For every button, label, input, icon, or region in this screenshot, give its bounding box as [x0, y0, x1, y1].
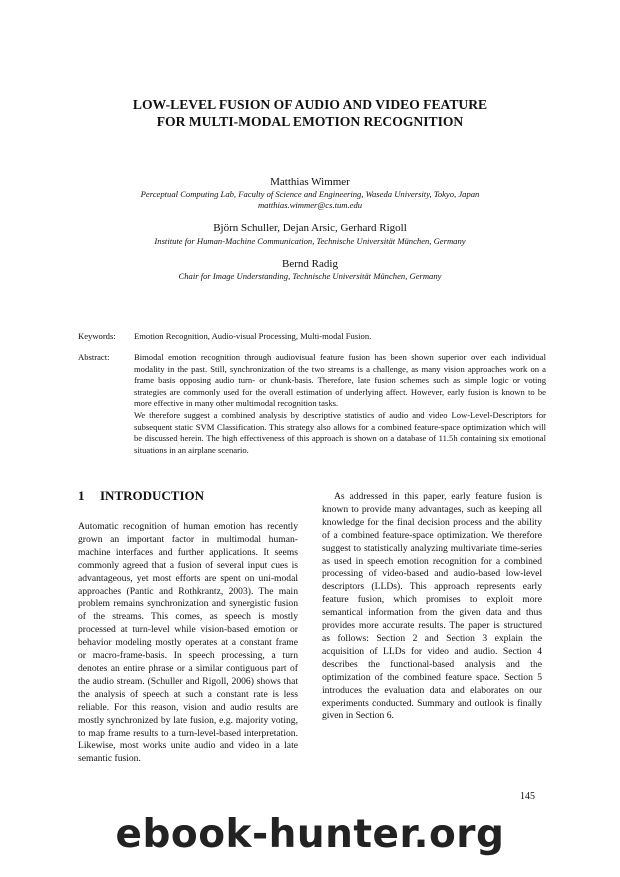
- keywords-label: Keywords:: [78, 331, 116, 341]
- page-number: 145: [520, 791, 535, 802]
- body-paragraph: As addressed in this paper, early feature fusion is known to provide many advantages, such as keeping all knowledge for the final decision process and the ability of a combined feature-space optimization. We therefore suggest to statistically analyzing multivariate time-series as used in speech emotion recognition for a combined processing of video-based and audio-based low-level descriptors (LLDs). This approach represents early feature fusion, which promises to exploit more semantical information from the given data and thus provides more accurate results. The paper is structured as follows: Section 2 and Section 3 explain the acquisition of LLDs for video and audio. Section 4 describes the functional-based analysis and the optimization of the combined feature space. Section 5 introduces the evaluation data and elaborates on our experiments conducted. Summary and outlook is finally given in Section 6.: [322, 491, 542, 722]
- author-affiliation: Institute for Human-Machine Communication, Technische Universität München, Germany: [154, 236, 466, 246]
- author-email: matthias.wimmer@cs.tum.edu: [257, 200, 363, 210]
- author-affiliation: Perceptual Computing Lab, Faculty of Science and Engineering, Waseda University, Tokyo, Japan: [140, 189, 480, 199]
- body-paragraph: Automatic recognition of human emotion has recently grown an important factor in multimodal human-machine interfaces and further applications. It seems commonly agreed that a fusion of several input cues is advantageous, yet most efforts are spent on uni-modal approaches (Pantic and Rothkrantz, 2003). The main problem remains synchronization and synergistic fusion of the streams. This comes, as speech is mostly processed at turn-level while vision-based emotion or behavior modeling mostly operates at a constant frame or macro-frame-basis. In speech processing, a turn denotes an entire phrase or a similar contiguous part of the audio stream. (Schuller and Rigoll, 2006) shows that the analysis of speech at such a constant rate is less reliable. For this reason, vision and audio results are mostly synchronized by late fusion, e.g. majority voting, to map frame results to a turn-level-based interpretation. Likewise, most works unite audio and video in a late semantic fusion.: [78, 521, 298, 765]
- abstract-text: [134, 352, 546, 456]
- abstract-label: Abstract:: [78, 352, 110, 362]
- right-column: [322, 491, 542, 723]
- abstract-paragraph: We therefore suggest a combined analysis by descriptive statistics of audio and video Low-Level-Descriptors for subsequent static SVM Classification. This strategy also allows for a combined feature-space optimization which will be discussed herein. The high effectiveness of this approach is shown on a database of 11.5h containing six emotional situations in an airplane scenario.: [134, 409, 546, 455]
- watermark-text: ebook-hunter.org: [115, 812, 505, 857]
- title-line: LOW-LEVEL FUSION OF AUDIO AND VIDEO FEATURE: [132, 97, 488, 112]
- section-number: 1: [78, 488, 85, 503]
- author-name: Björn Schuller, Dejan Arsic, Gerhard Rigoll: [213, 222, 407, 234]
- section-heading: [78, 488, 204, 504]
- author-name: Matthias Wimmer: [270, 176, 350, 188]
- paper-title: [60, 96, 560, 130]
- title-line: FOR MULTI-MODAL EMOTION RECOGNITION: [156, 114, 464, 129]
- left-column: [78, 521, 298, 766]
- keywords-text: Emotion Recognition, Audio-visual Processing, Multi-modal Fusion.: [134, 331, 372, 341]
- abstract-paragraph: Bimodal emotion recognition through audiovisual feature fusion has been shown superior over each individual modality in the past. Still, synchronization of the two streams is a challenge, as many vision approaches work on a frame basis opposing audio turn- or chunk-basis. Therefore, late fusion schemes such as simple logic or voting strategies are commonly used for the overall estimation of underlying affect. However, early fusion is known to be more effective in many other multimodal recognition tasks.: [134, 352, 546, 409]
- author-affiliation: Chair for Image Understanding, Technische Universität München, Germany: [178, 271, 442, 281]
- author-name: Bernd Radig: [282, 258, 338, 270]
- section-title: INTRODUCTION: [100, 488, 205, 503]
